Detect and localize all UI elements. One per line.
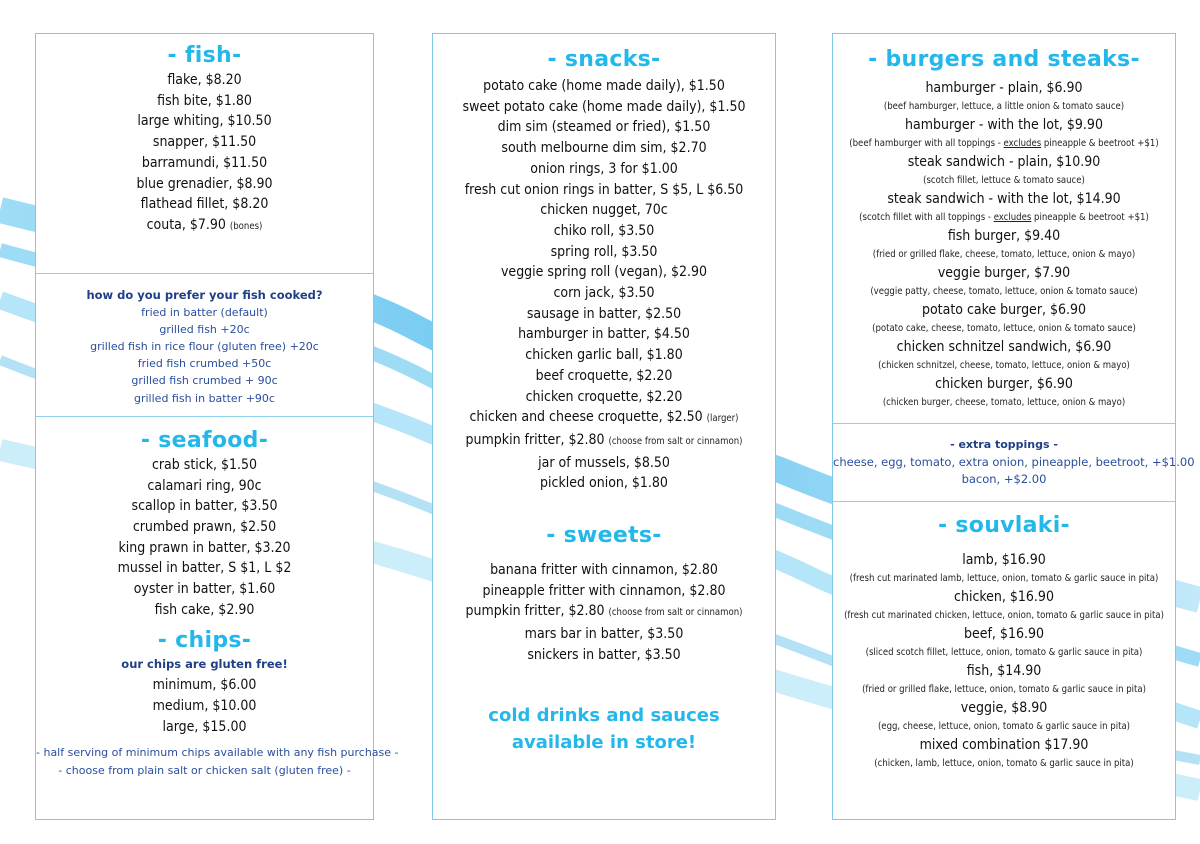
snack-item: south melbourne dim sim, $2.70 [501,140,707,157]
snack-item: spring roll, $3.50 [550,243,658,260]
extra-toppings-line: bacon, +$2.00 [961,472,1047,487]
souvlaki-item: chicken, $16.90 [954,589,1054,606]
snack-item-label: pumpkin fritter, $2.80 [465,431,605,448]
snack-item: chiko roll, $3.50 [553,222,655,239]
seafood-item: mussel in batter, S $1, L $2 [117,560,292,577]
souvlaki-item: lamb, $16.90 [962,552,1046,569]
desc-part: pineapple & beetroot +$1) [1041,138,1159,149]
snack-item-cheese-croquette [433,407,775,430]
snack-item: sweet potato cake (home made daily), $1.50 [462,98,746,115]
souvlaki-item: veggie, $8.90 [960,700,1048,717]
souvlaki-item: fish, $14.90 [966,663,1042,680]
snack-item: pickled onion, $1.80 [540,475,668,492]
burgers-souvlaki-panel [832,33,1195,820]
sweet-item: mars bar in batter, $3.50 [524,626,684,643]
fish-item: snapper, $11.50 [152,134,257,151]
chips-gluten-note: our chips are gluten free! [121,657,288,672]
burger-item: steak sandwich - plain, $10.90 [907,154,1101,170]
seafood-item: king prawn in batter, $3.20 [118,539,291,556]
burger-item-desc [833,136,1175,152]
snacks-sweets-panel [432,33,776,820]
souvlaki-item-desc: (chicken, lamb, lettuce, onion, tomato & garlic sauce in pita) [874,758,1134,770]
burger-item: steak sandwich - with the lot, $14.90 [887,191,1121,207]
snack-item-note: (choose from salt or cinnamon) [608,435,743,447]
snack-item-pumpkin-fritter [433,430,775,453]
snack-item: corn jack, $3.50 [553,285,655,302]
chips-item: medium, $10.00 [152,698,257,715]
chips-item: minimum, $6.00 [152,677,257,694]
fish-item: flake, $8.20 [167,72,242,88]
snack-item: chicken croquette, $2.20 [525,388,683,405]
extra-toppings-heading: - extra toppings - [950,438,1058,451]
souvlaki-item-desc: (fresh cut marinated chicken, lettuce, onion, tomato & garlic sauce in pita) [844,610,1164,622]
cooking-option: grilled fish +20c [159,322,250,336]
fish-item-couta-note: (bones) [229,220,263,232]
fish-item: barramundi, $11.50 [141,154,268,171]
desc-underlined: excludes [1003,138,1042,149]
sweet-item-note: (choose from salt or cinnamon) [608,607,743,619]
fish-item-couta-label: couta, $7.90 [146,216,226,233]
snack-item: dim sim (steamed or fried), $1.50 [497,119,711,136]
snack-item: chicken nugget, 70c [540,202,668,219]
cooking-option: fried fish crumbed +50c [137,357,272,371]
seafood-item: calamari ring, 90c [147,477,262,494]
chips-footnote: - half serving of minimum chips available with any fish purchase - [36,745,399,759]
burger-item: potato cake burger, $6.90 [921,302,1087,318]
desc-part: (scotch fillet with all toppings - [859,212,994,223]
cold-drinks-note: cold drinks and sauces [488,704,720,726]
souvlaki-item-desc: (fried or grilled flake, lettuce, onion, tomato & garlic sauce in pita) [862,684,1146,696]
snacks-heading: - snacks- [547,47,661,72]
souvlaki-item: mixed combination $17.90 [919,737,1089,754]
fish-heading: - fish- [167,43,242,68]
snack-item: beef croquette, $2.20 [535,367,673,384]
desc-part: pineapple & beetroot +$1) [1031,212,1149,223]
burger-item-desc: (chicken schnitzel, cheese, tomato, lettuce, onion & mayo) [878,360,1130,371]
souvlaki-item-desc: (sliced scotch fillet, lettuce, onion, tomato & garlic sauce in pita) [865,647,1143,659]
fish-item: large whiting, $10.50 [137,113,272,130]
sweet-item: snickers in batter, $3.50 [527,646,681,663]
burger-item-desc: (chicken burger, cheese, tomato, lettuce, onion & mayo) [882,397,1126,408]
sweet-item: pineapple fritter with cinnamon, $2.80 [482,582,726,599]
sweet-item-pumpkin-fritter [433,601,775,624]
sweet-item: banana fritter with cinnamon, $2.80 [490,562,718,579]
chips-item: large, $15.00 [162,718,247,735]
burger-item-desc [833,210,1175,226]
fish-seafood-chips-panel [35,33,399,820]
burger-item-desc: (potato cake, cheese, tomato, lettuce, onion & tomato sauce) [872,323,1136,334]
burger-item-desc: (fried or grilled flake, cheese, tomato, lettuce, onion & mayo) [872,249,1136,260]
chips-heading: - chips- [157,628,252,654]
cooking-options-heading: how do you prefer your fish cooked? [86,287,323,302]
souvlaki-item-desc: (fresh cut marinated lamb, lettuce, onion, tomato & garlic sauce in pita) [849,573,1159,585]
snack-item: onion rings, 3 for $1.00 [530,160,678,177]
burger-item-desc: (scotch fillet, lettuce & tomato sauce) [923,175,1085,186]
fish-item: fish bite, $1.80 [157,92,252,109]
fish-item: blue grenadier, $8.90 [136,175,273,192]
burger-item: hamburger - plain, $6.90 [925,80,1083,96]
souvlaki-item-desc: (egg, cheese, lettuce, onion, tomato & garlic sauce in pita) [877,721,1131,733]
burger-item: veggie burger, $7.90 [937,265,1071,281]
cooking-option: grilled fish crumbed + 90c [131,374,278,388]
snack-item: sausage in batter, $2.50 [526,305,682,322]
burger-item: fish burger, $9.40 [947,228,1061,244]
souvlaki-heading: - souvlaki- [938,513,1070,539]
seafood-item: oyster in batter, $1.60 [133,581,276,598]
snack-item: jar of mussels, $8.50 [538,454,670,471]
seafood-item: scallop in batter, $3.50 [131,498,278,515]
souvlaki-item: beef, $16.90 [964,626,1044,643]
snack-item: fresh cut onion rings in batter, S $5, L $6.50 [464,181,744,198]
burger-item: chicken schnitzel sandwich, $6.90 [896,339,1112,355]
seafood-heading: - seafood- [140,427,269,453]
cold-drinks-note: available in store! [511,731,697,753]
extra-toppings-line: cheese, egg, tomato, extra onion, pineapple, beetroot, +$1.00 [833,455,1195,469]
desc-underlined: excludes [993,212,1032,223]
seafood-item: fish cake, $2.90 [154,601,255,618]
chips-footnote: - choose from plain salt or chicken salt (gluten free) - [58,763,351,777]
burger-item-desc: (beef hamburger, lettuce, a little onion & tomato sauce) [883,101,1125,112]
cooking-option: grilled fish in batter +90c [134,391,275,405]
snack-item: chicken garlic ball, $1.80 [525,347,683,364]
seafood-item: crumbed prawn, $2.50 [132,518,277,535]
burger-item: chicken burger, $6.90 [935,376,1073,392]
snack-item-label: chicken and cheese croquette, $2.50 [469,409,703,426]
burger-item: hamburger - with the lot, $9.90 [905,117,1103,133]
burger-item-desc: (veggie patty, cheese, tomato, lettuce, onion & tomato sauce) [870,286,1138,297]
snack-item: potato cake (home made daily), $1.50 [483,78,725,94]
snack-item-note: (larger) [706,413,739,425]
snack-item: veggie spring roll (vegan), $2.90 [500,264,707,281]
sweets-heading: - sweets- [546,523,662,549]
desc-part: (beef hamburger with all toppings - [849,138,1004,149]
burgers-heading: - burgers and steaks- [868,47,1140,72]
fish-item: flathead fillet, $8.20 [140,196,269,213]
fish-item-couta [36,215,373,238]
seafood-item: crab stick, $1.50 [151,456,258,473]
snack-item: hamburger in batter, $4.50 [518,326,690,343]
cooking-option: grilled fish in rice flour (gluten free) +20c [90,340,319,354]
cooking-option: fried in batter (default) [141,305,268,319]
sweet-item-label: pumpkin fritter, $2.80 [465,603,605,620]
